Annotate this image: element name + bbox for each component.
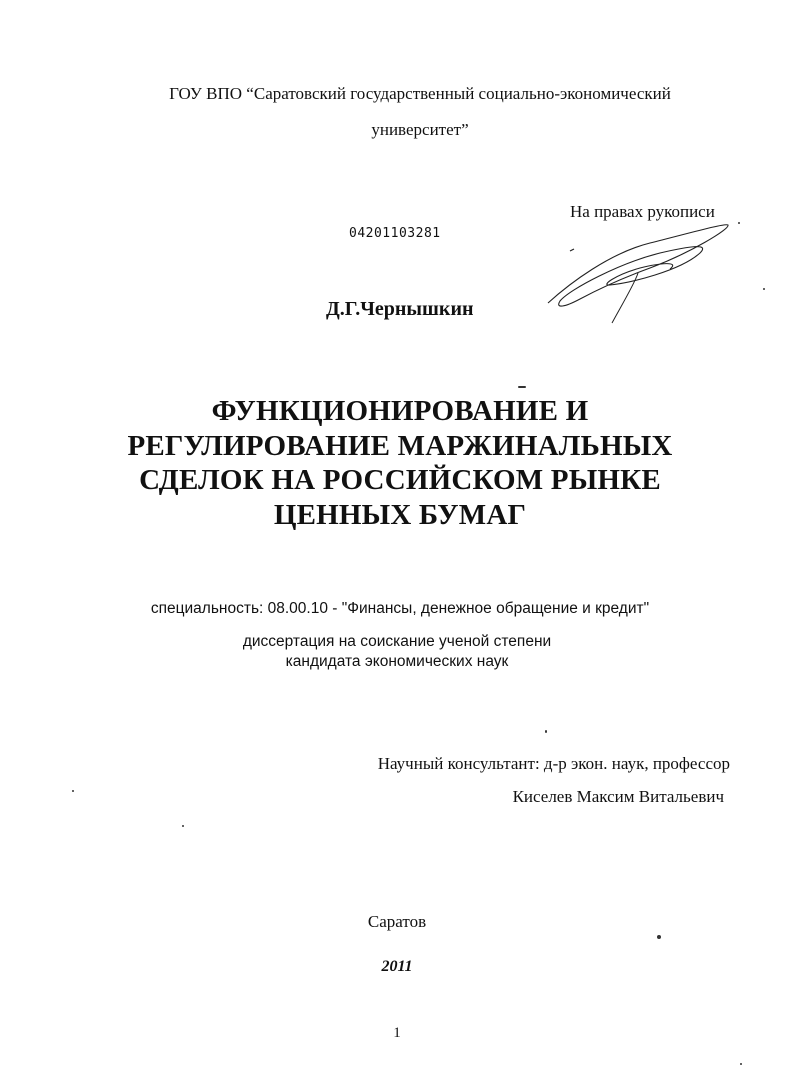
title-line-4: ЦЕННЫХ БУМАГ [273,498,527,531]
scan-speck [545,730,547,733]
degree-line-2: кандидата экономических наук [285,653,509,670]
supervisor-name: Киселев Максим Витальевич [512,787,724,806]
scan-speck [182,825,184,827]
institution-line-2: университет” [371,120,469,139]
degree-statement [0,632,794,672]
institution-line-1: ГОУ ВПО “Саратовский государственный социально-экономический [169,84,671,103]
scan-speck [740,1063,742,1065]
supervisor-role: Научный консультант: д-р экон. наук, профессор [377,754,730,773]
dissertation-title [80,394,720,532]
page-number: 1 [393,1025,401,1041]
signature-scribble [540,213,740,333]
specialty-line: специальность: 08.00.10 - "Финансы, денежное обращение и кредит" [150,600,650,617]
scan-speck [763,288,765,290]
year: 2011 [381,958,413,975]
title-line-2: РЕГУЛИРОВАНИЕ МАРЖИНАЛЬНЫХ [127,429,673,462]
scan-speck [657,935,661,939]
registration-number: 04201103281 [349,226,441,241]
scan-speck [738,222,740,224]
institution-header [60,76,780,148]
title-line-1: ФУНКЦИОНИРОВАНИЕ И [211,395,589,427]
manuscript-note: На правах рукописи [570,202,715,221]
degree-line-1: диссертация на соискание ученой степени [242,633,552,650]
scan-speck [518,386,526,388]
scan-speck [72,790,74,792]
author-name: Д.Г.Чернышкин [326,298,474,320]
title-line-3: СДЕЛОК НА РОССИЙСКОМ РЫНКЕ [139,464,661,496]
city: Саратов [367,912,427,931]
